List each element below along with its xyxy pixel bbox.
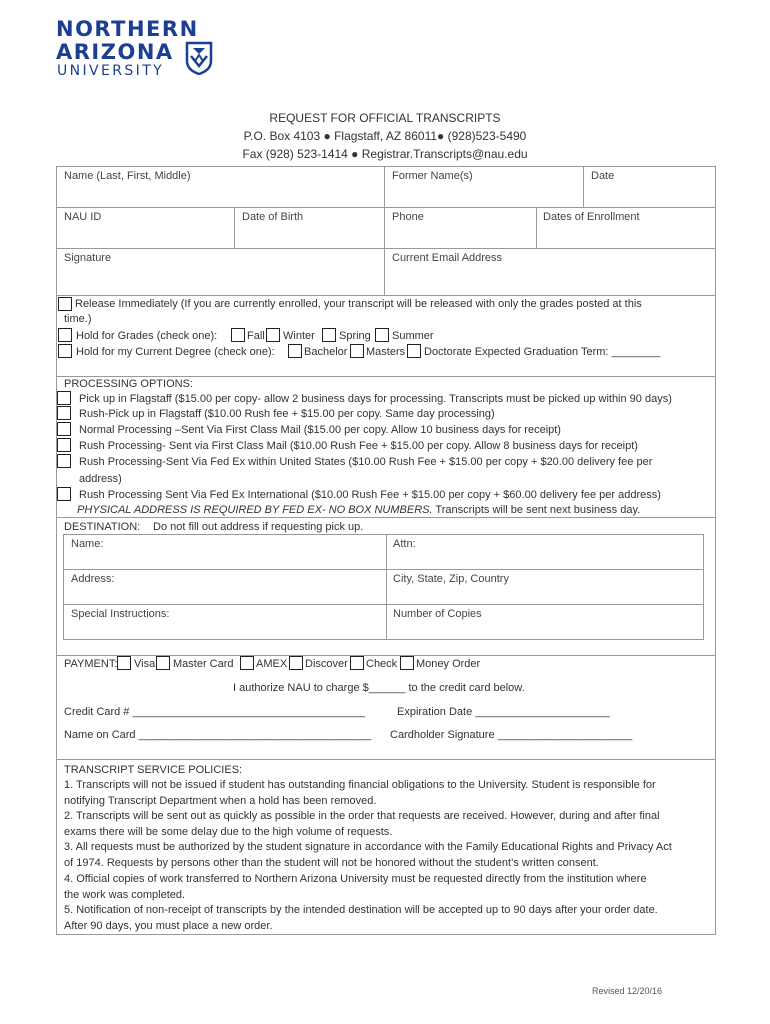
hold-grades-checkbox[interactable] [58,328,72,342]
check-label: Check [366,658,398,670]
policy-2: 2. Transcripts will be sent out as quickly as possible in the order that requests are received. However, during and after final [64,810,660,822]
phone-field[interactable]: Phone [392,211,424,223]
summer-label: Summer [392,330,434,342]
bachelor-label: Bachelor [304,346,348,358]
normal-processing-checkbox[interactable] [57,422,71,436]
summer-checkbox[interactable] [375,328,389,342]
pickup-checkbox[interactable] [57,391,71,405]
amex-checkbox[interactable] [240,656,254,670]
visa-label: Visa [134,658,156,670]
release-immediately-label: Release Immediately (If you are currently enrolled, your transcript will be released with only the grades posted at this [75,298,642,310]
winter-checkbox[interactable] [266,328,280,342]
fedex-domestic-checkbox[interactable] [57,454,71,468]
release-immediately-label-cont: time.) [64,313,92,325]
policy-4: 4. Official copies of work transferred to Northern Arizona University must be requested directly from the institution where [64,873,647,885]
policy-4-cont: the work was completed. [64,889,186,901]
cardholder-signature-field[interactable]: Cardholder Signature ______________________ [390,729,633,741]
check-checkbox[interactable] [350,656,364,670]
doctorate-checkbox[interactable] [407,344,421,358]
fedex-note [77,504,640,516]
visa-checkbox[interactable] [117,656,131,670]
signature-field[interactable]: Signature [64,252,112,264]
winter-label: Winter [283,330,315,342]
fedex-domestic-label-cont: address) [79,473,122,485]
destination-heading: DESTINATION: [64,521,141,533]
amex-label: AMEX [256,658,288,670]
revision-date: Revised 12/20/16 [592,986,663,996]
discover-checkbox[interactable] [289,656,303,670]
nau-seal-icon [185,41,213,75]
fall-checkbox[interactable] [231,328,245,342]
hold-degree-label: Hold for my Current Degree (check one): [76,346,275,358]
enrollment-dates-field[interactable]: Dates of Enrollment [543,211,640,223]
rush-mail-checkbox[interactable] [57,438,71,452]
spring-label: Spring [339,330,371,342]
policy-1: 1. Transcripts will not be issued if student has outstanding financial obligations to the University. Student is responsible for [64,779,656,791]
rush-mail-label: Rush Processing- Sent via First Class Mail ($10.00 Rush Fee + $15.00 per copy. Allow 8 business days for receipt) [79,440,638,452]
policies-heading: TRANSCRIPT SERVICE POLICIES: [64,764,243,776]
col-divider [234,207,235,248]
normal-processing-label: Normal Processing –Sent Via First Class Mail ($15.00 per copy. Allow 10 business days for receipt) [79,424,561,436]
processing-heading: PROCESSING OPTIONS: [64,378,193,390]
hold-grades-label: Hold for Grades (check one): [76,330,218,342]
money-order-checkbox[interactable] [400,656,414,670]
logo-line-northern: NORTHERN [56,17,199,41]
credit-card-number-field[interactable]: Credit Card # ______________________________________ [64,706,365,718]
policy-3-cont: of 1974. Requests by persons other than the student will not be honored without the student’s written consent. [64,857,599,869]
logo-line-arizona: ARIZONA [56,40,174,64]
fedex-international-label: Rush Processing Sent Via Fed Ex International ($10.00 Rush Fee + $15.00 per copy + $60.00 delivery fee per address) [79,489,661,501]
student-info-section [56,166,716,296]
registrar-contact: Fax (928) 523-1414 ● Registrar.Transcripts@nau.edu [242,147,528,161]
policy-2-cont: exams there will be some delay due to the high volume of requests. [64,826,393,838]
policy-5-cont: After 90 days, you must place a new order. [64,920,273,932]
row-divider [56,248,716,249]
rush-pickup-label: Rush-Pick up in Flagstaff ($10.00 Rush fee + $15.00 per copy. Same day processing) [79,408,495,420]
email-field[interactable]: Current Email Address [392,252,503,264]
nau-logo [56,18,236,80]
recipient-address-field[interactable]: Address: [71,573,115,585]
discover-label: Discover [305,658,348,670]
name-on-card-field[interactable]: Name on Card ______________________________________ [64,729,372,741]
fedex-international-checkbox[interactable] [57,487,71,501]
masters-checkbox[interactable] [350,344,364,358]
row-divider [56,207,716,208]
name-field[interactable]: Name (Last, First, Middle) [64,170,191,182]
nau-id-field[interactable]: NAU ID [64,211,102,223]
hold-degree-checkbox[interactable] [58,344,72,358]
policy-5: 5. Notification of non-receipt of transcripts by the intended destination will be accepted up to 90 days after your order date. [64,904,658,916]
registrar-address: P.O. Box 4103 ● Flagstaff, AZ 86011● (928)523-5490 [243,129,527,143]
date-field[interactable]: Date [591,170,615,182]
city-state-zip-field[interactable]: City, State, Zip, Country [393,573,509,585]
charge-authorization: I authorize NAU to charge $______ to the credit card below. [233,682,525,694]
logo-line-university: UNIVERSITY [57,63,165,79]
spring-checkbox[interactable] [322,328,336,342]
row-divider [63,569,704,570]
recipient-name-field[interactable]: Name: [71,538,104,550]
payment-heading: PAYMENT: [64,658,118,670]
col-divider [536,207,537,248]
col-divider [386,534,387,640]
pickup-label: Pick up in Flagstaff ($15.00 per copy- allow 2 business days for processing. Transcripts must be picked up within 90 days) [79,393,672,405]
destination-instruction: Do not fill out address if requesting pick up. [153,521,364,533]
former-names-field[interactable]: Former Name(s) [392,170,473,182]
money-order-label: Money Order [416,658,481,670]
expiration-date-field[interactable]: Expiration Date ______________________ [397,706,610,718]
col-divider [583,166,584,207]
col-divider [384,166,385,296]
release-immediately-checkbox[interactable] [58,297,72,311]
fall-label: Fall [247,330,265,342]
rush-pickup-checkbox[interactable] [57,406,71,420]
special-instructions-field[interactable]: Special Instructions: [71,608,170,620]
doctorate-label: Doctorate Expected Graduation Term: ________ [424,346,661,358]
policy-3: 3. All requests must be authorized by the student signature in accordance with the Family Educational Rights and Privacy Act [64,841,672,853]
attn-field[interactable]: Attn: [393,538,416,550]
fedex-domestic-label: Rush Processing-Sent Via Fed Ex within United States ($10.00 Rush Fee + $15.00 per copy + $20.00 delivery fee per [79,456,653,468]
dob-field[interactable]: Date of Birth [242,211,304,223]
bachelor-checkbox[interactable] [288,344,302,358]
copies-field[interactable]: Number of Copies [393,608,482,620]
row-divider [63,604,704,605]
policy-1-cont: notifying Transcript Department when a hold has been removed. [64,795,377,807]
fedex-note-detail: Transcripts will be sent next business day. [432,504,641,516]
form-title: REQUEST FOR OFFICIAL TRANSCRIPTS [269,111,501,125]
mastercard-checkbox[interactable] [156,656,170,670]
fedex-note-warning: PHYSICAL ADDRESS IS REQUIRED BY FED EX- NO BOX NUMBERS. [77,504,433,516]
destination-table [63,534,704,640]
mastercard-label: Master Card [173,658,234,670]
masters-label: Masters [366,346,406,358]
